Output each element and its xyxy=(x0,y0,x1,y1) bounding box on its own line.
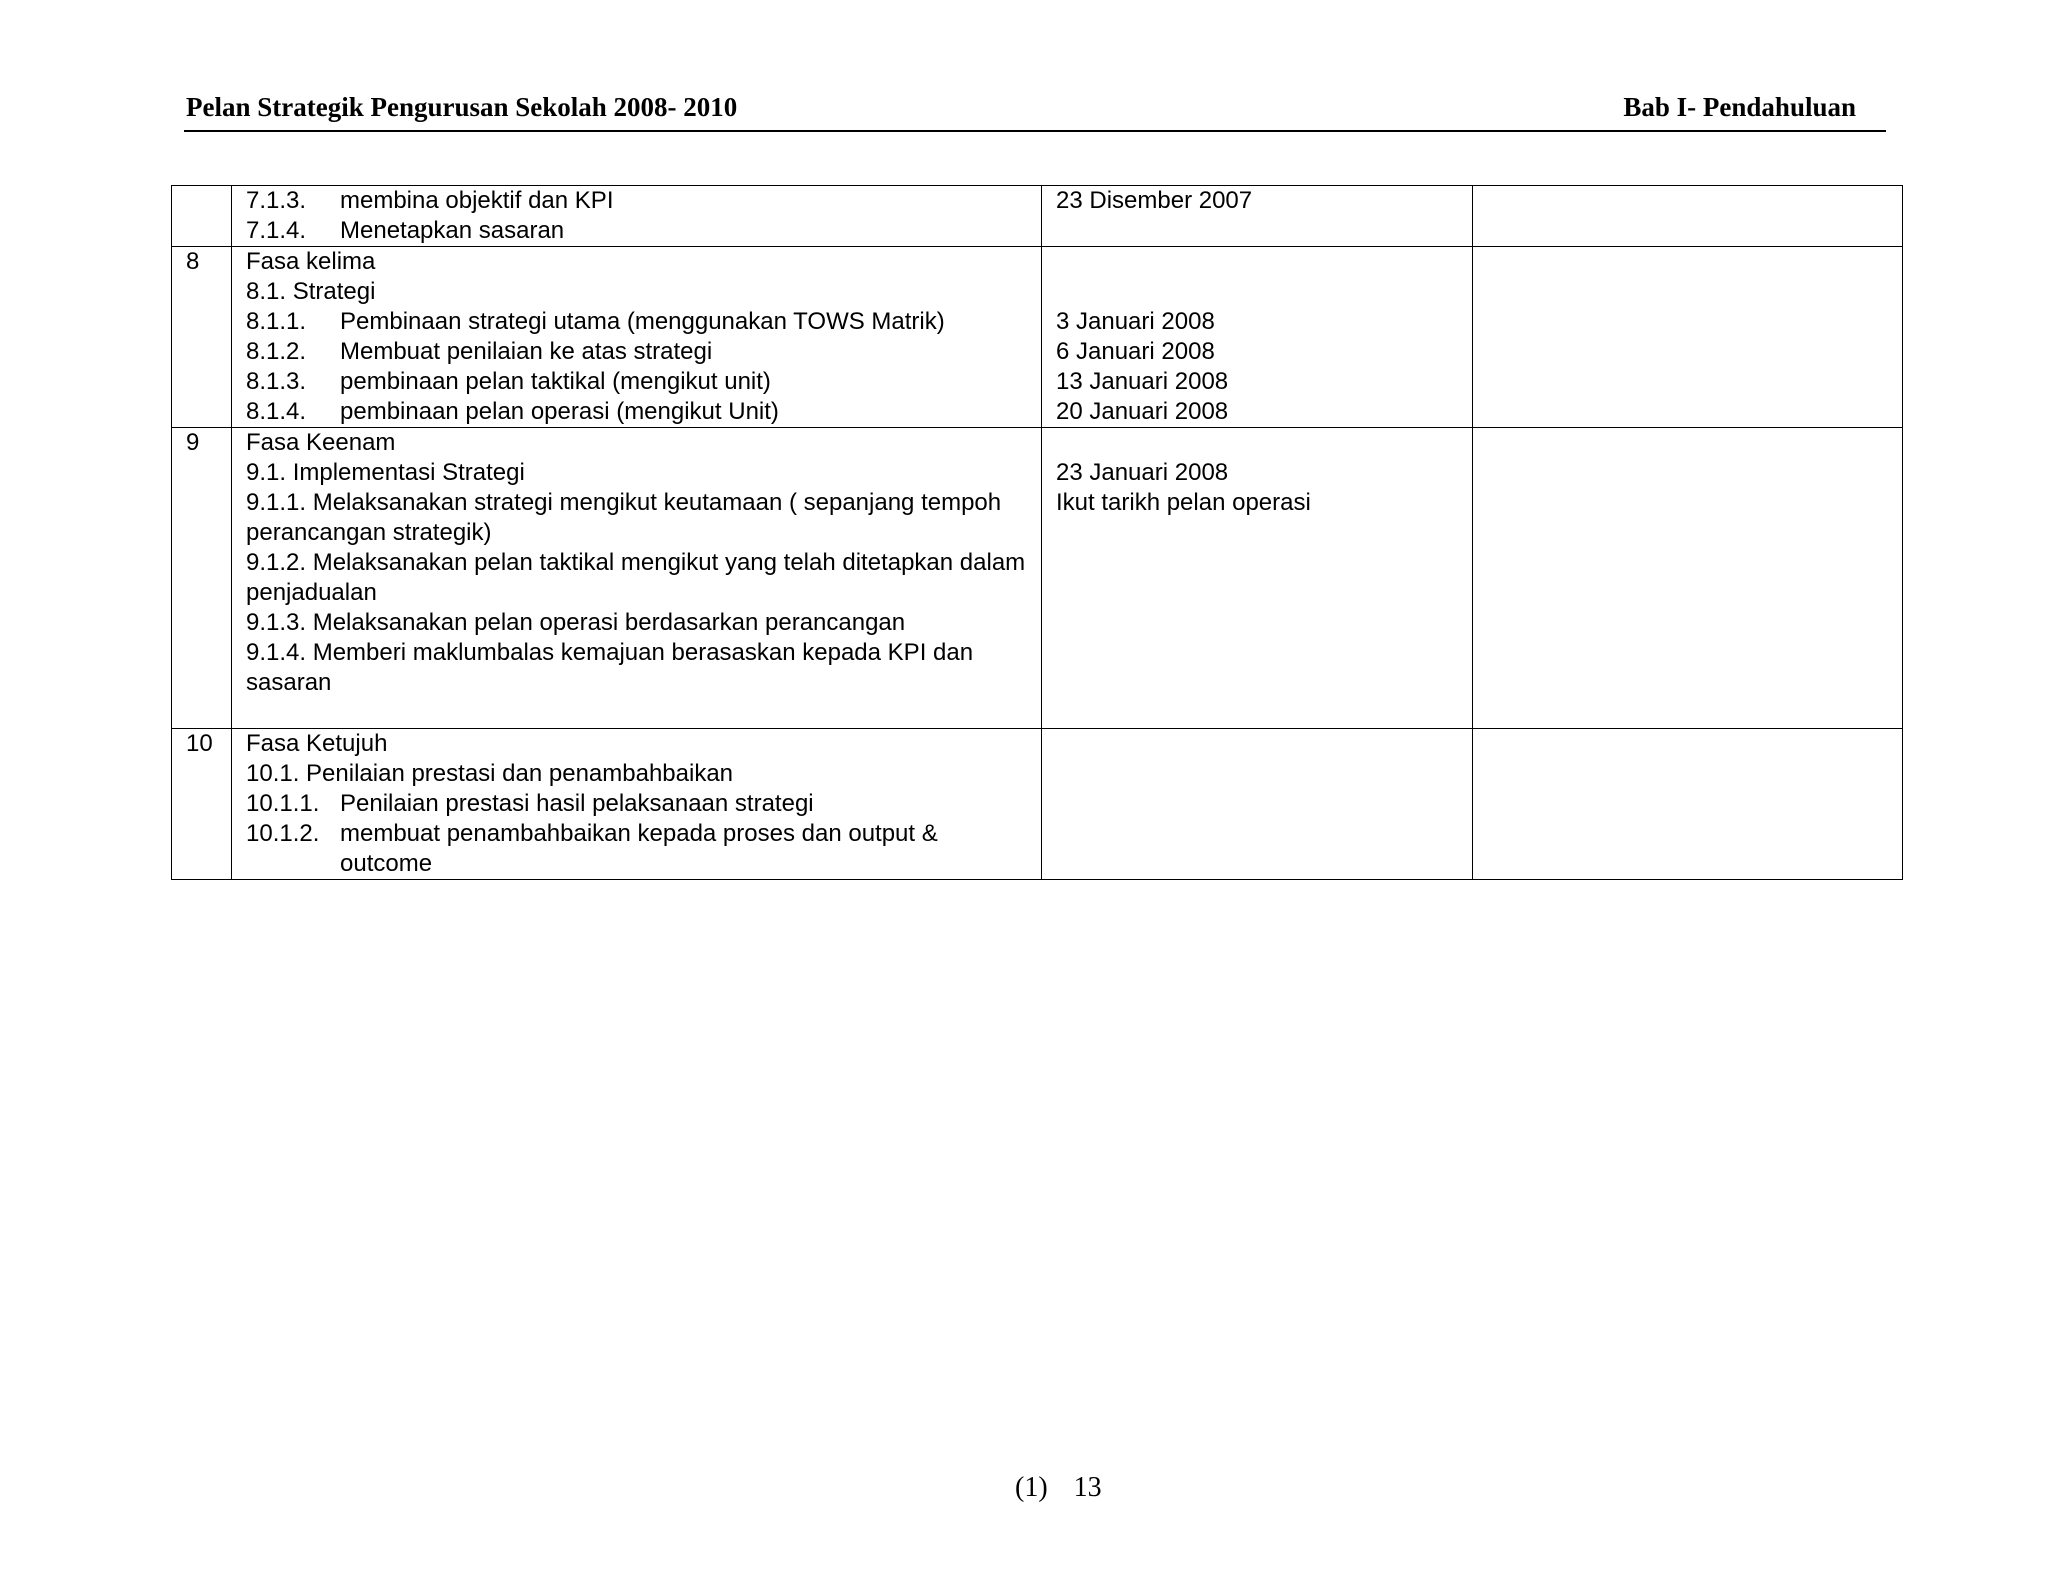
activity-item: 10.1.1. Penilaian prestasi hasil pelaksanaan strategi xyxy=(246,790,814,817)
activity-cell xyxy=(232,247,1042,428)
date-cell xyxy=(1042,247,1473,428)
row-number: 8 xyxy=(172,247,232,428)
page-number-value: 13 xyxy=(1073,1472,1102,1503)
date-value: 6 Januari 2008 xyxy=(1056,338,1215,365)
notes-cell xyxy=(1473,186,1903,247)
activity-cell xyxy=(232,186,1042,247)
table-row xyxy=(172,186,1903,247)
page-label: (1) xyxy=(1015,1472,1048,1503)
date-value: 20 Januari 2008 xyxy=(1056,398,1229,425)
row-number: 10 xyxy=(172,729,232,880)
date-value: Ikut tarikh pelan operasi xyxy=(1056,489,1311,516)
phase-title: Fasa Ketujuh xyxy=(246,730,388,757)
sub-heading: 10.1. Penilaian prestasi dan penambahbaikan xyxy=(246,760,734,787)
activity-item: 8.1.3. pembinaan pelan taktikal (mengikut unit) xyxy=(246,368,771,395)
table-row xyxy=(172,428,1903,729)
document-title: Pelan Strategik Pengurusan Sekolah 2008- 2010 xyxy=(186,92,738,122)
date-cell xyxy=(1042,428,1473,729)
activity-item: 9.1.4. Memberi maklumbalas kemajuan berasaskan kepada KPI dan sasaran xyxy=(246,639,974,696)
row-number: 9 xyxy=(172,428,232,729)
table-row xyxy=(172,729,1903,880)
activity-item: 8.1.1. Pembinaan strategi utama (menggunakan TOWS Matrik) xyxy=(246,308,945,335)
notes-cell xyxy=(1473,729,1903,880)
activity-item: 9.1.2. Melaksanakan pelan taktikal mengikut yang telah ditetapkan dalam penjadualan xyxy=(246,549,1026,606)
page-header xyxy=(184,88,1886,132)
activity-item: 9.1.3. Melaksanakan pelan operasi berdasarkan perancangan xyxy=(246,609,906,636)
date-value: 3 Januari 2008 xyxy=(1056,308,1215,335)
sub-heading: 8.1. Strategi xyxy=(246,278,376,305)
activity-cell xyxy=(232,729,1042,880)
page-number xyxy=(1015,1472,1102,1504)
date-value: 23 Disember 2007 xyxy=(1056,187,1253,214)
table-row xyxy=(172,247,1903,428)
activity-cell xyxy=(232,428,1042,729)
notes-cell xyxy=(1473,428,1903,729)
activity-item: 7.1.4. Menetapkan sasaran xyxy=(246,217,565,244)
chapter-title: Bab I- Pendahuluan xyxy=(1623,92,1856,122)
activity-item: 8.1.2. Membuat penilaian ke atas strategi xyxy=(246,338,713,365)
activity-item: 9.1.1. Melaksanakan strategi mengikut keutamaan ( sepanjang tempoh perancangan strategik) xyxy=(246,489,1002,546)
activity-item: 10.1.2. membuat penambahbaikan kepada proses dan output & xyxy=(246,820,938,847)
date-cell xyxy=(1042,729,1473,880)
activity-item: 7.1.3. membina objektif dan KPI xyxy=(246,187,614,214)
activity-item: 8.1.4. pembinaan pelan operasi (mengikut Unit) xyxy=(246,398,779,425)
date-value: 13 Januari 2008 xyxy=(1056,368,1229,395)
date-cell xyxy=(1042,186,1473,247)
activity-item-continuation: outcome xyxy=(340,850,433,877)
sub-heading: 9.1. Implementasi Strategi xyxy=(246,459,525,486)
phase-title: Fasa kelima xyxy=(246,248,376,275)
row-number xyxy=(172,186,232,247)
phase-title: Fasa Keenam xyxy=(246,429,396,456)
date-value: 23 Januari 2008 xyxy=(1056,459,1229,486)
notes-cell xyxy=(1473,247,1903,428)
schedule-table xyxy=(171,185,1903,880)
